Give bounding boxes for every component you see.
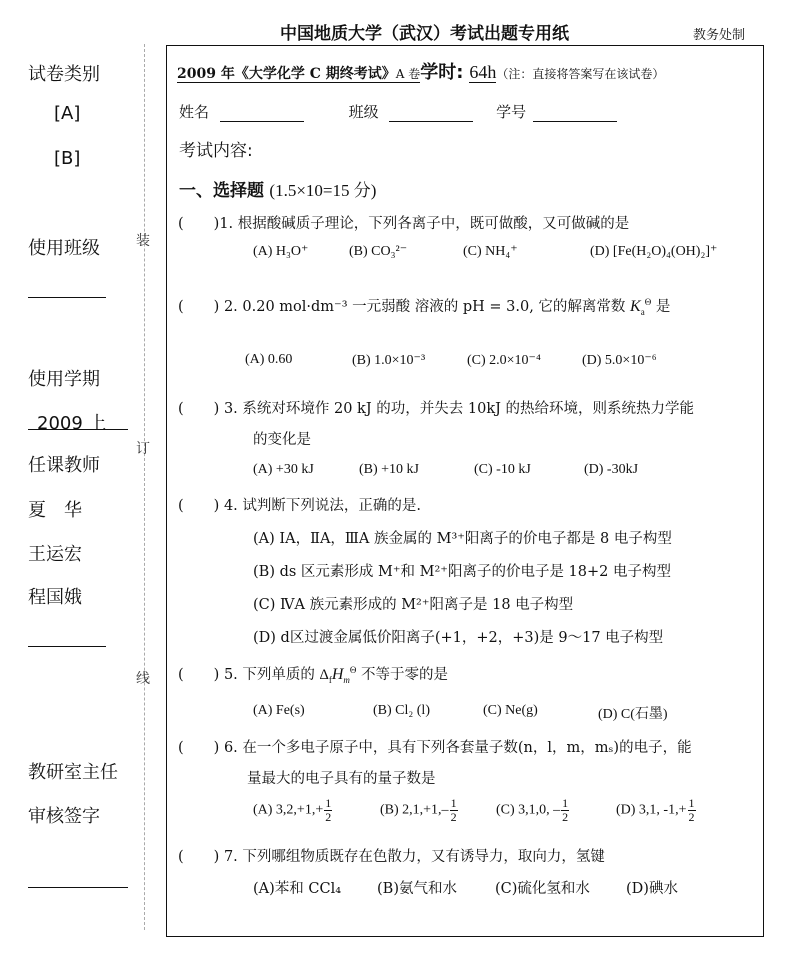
term-underline	[28, 429, 128, 430]
q5-option-c: (C) Ne(g)	[483, 703, 538, 718]
q7-text: 下列哪组物质既存在色散力，又有诱导力，取向力，氢键	[242, 849, 605, 865]
q2-option-b: (B) 1.0×10⁻³	[352, 353, 426, 368]
teacher-label: 任课教师	[28, 455, 100, 476]
q6-text: 在一个多电子原子中，具有下列各套量子数(n，l，m，mₛ)的电子，能	[242, 740, 692, 756]
q4-text: 试判断下列说法，正确的是.	[242, 498, 421, 514]
q5-text-end: 不等于零的是	[361, 667, 448, 683]
teacher-name-3: 程国娥	[28, 587, 82, 608]
answer-paren[interactable]: (	[178, 498, 184, 514]
name-field[interactable]	[220, 107, 304, 122]
q2-text: 0.20 mol·dm⁻³ 一元弱酸 溶液的 pH = 3.0, 它的解离常数	[242, 299, 626, 315]
page-title: 中国地质大学（武汉）考试出题专用纸	[280, 24, 569, 44]
fraction-numerator: 1	[325, 796, 332, 810]
fraction-half	[324, 797, 332, 824]
delta-symbol: Δ	[319, 667, 329, 683]
student-class-field[interactable]	[389, 107, 473, 122]
q6-number: ) 6.	[213, 740, 238, 756]
fraction-numerator: 1	[688, 796, 695, 810]
q7-number: ) 7.	[213, 849, 238, 865]
q6-option-c	[496, 797, 570, 824]
fraction-numerator: 1	[450, 796, 457, 810]
q2-text-end: 是	[655, 299, 671, 315]
q3-option-d: (D) -30kJ	[584, 462, 639, 477]
ka-symbol: K	[630, 298, 641, 315]
issuing-office: 教务处制	[693, 28, 746, 43]
q1-option-a: (A) H₃O⁺	[253, 244, 309, 259]
q4-option-a: (A) ⅠA，ⅡA，ⅢA 族金属的 M³⁺阳离子的价电子都是 8 电子构型	[253, 531, 672, 547]
q2-option-c: (C) 2.0×10⁻⁴	[467, 353, 541, 368]
q4-option-d: (D) d区过渡金属低价阳离子(+1，+2，+3)是 9～17 电子构型	[253, 630, 664, 646]
exam-heading-underlined	[177, 66, 420, 83]
q7-option-a: (A)苯和 CCl₄	[253, 881, 342, 897]
q6-option-d-text: (D) 3,1, -1,+	[616, 802, 687, 818]
binding-char-1: 装	[136, 233, 150, 249]
q1-number: )1.	[213, 216, 234, 232]
q6-option-b	[380, 797, 459, 824]
answer-paren[interactable]: (	[178, 667, 184, 683]
q3-number: ) 3.	[213, 401, 238, 417]
section-heading	[179, 176, 376, 201]
student-id-field[interactable]	[533, 107, 617, 122]
director-label: 教研室主任	[28, 762, 118, 783]
answer-paren[interactable]: (	[178, 401, 184, 417]
content-label: 考试内容:	[179, 141, 253, 161]
class-label: 使用班级	[28, 238, 100, 259]
q1-option-c: (C) NH₄⁺	[463, 244, 518, 259]
paper-type-label: 试卷类别	[28, 64, 100, 85]
q5-number: ) 5.	[213, 667, 238, 683]
section-title: 一、选择题	[179, 181, 264, 201]
q1-option-b: (B) CO₃²⁻	[349, 244, 408, 259]
q2-number: ) 2.	[213, 299, 238, 315]
class-blank	[28, 297, 106, 298]
q5-option-b: (B) Cl₂ (l)	[373, 703, 430, 718]
q2-option-a: (A) 0.60	[245, 352, 293, 367]
fraction-denominator: 2	[688, 810, 695, 824]
exam-heading	[177, 58, 664, 84]
q4-option-c: (C) ⅣA 族元素形成的 M²⁺阳离子是 18 电子构型	[253, 597, 574, 613]
teacher-name-2: 王运宏	[28, 544, 82, 565]
binding-line	[144, 44, 145, 930]
q6-text-line-2: 量最大的电子具有的量子数是	[247, 771, 436, 787]
question-2	[178, 295, 670, 317]
q1-text: 根据酸碱质子理论，下列各离子中，既可做酸，又可做碱的是	[237, 216, 630, 232]
ka-standard: Θ	[644, 297, 652, 308]
q4-option-b: (B) ds 区元素形成 M⁺和 M²⁺阳离子的价电子是 18+2 电子构型	[253, 564, 671, 580]
fraction-denominator: 2	[450, 810, 457, 824]
paper-type-option-b: [B]	[54, 148, 81, 169]
binding-char-2: 订	[136, 441, 150, 457]
student-class-label: 班级	[348, 103, 379, 121]
review-sign-label: 审核签字	[28, 806, 100, 827]
answer-paren[interactable]: (	[178, 299, 184, 315]
q3-text-line-2: 的变化是	[253, 432, 311, 448]
q4-number: ) 4.	[213, 498, 238, 514]
q1-option-d: (D) [Fe(H₂O)₄(OH)₂]⁺	[590, 244, 718, 259]
question-1	[178, 212, 629, 233]
question-3	[178, 397, 694, 418]
q3-option-c: (C) -10 kJ	[474, 462, 531, 477]
q5-option-a: (A) Fe(s)	[253, 703, 305, 718]
section-score: (1.5×10=15 分)	[269, 181, 377, 200]
term-value: 2009 上	[37, 413, 107, 434]
teacher-name-1: 夏 华	[28, 500, 82, 521]
q3-option-a: (A) +30 kJ	[253, 462, 314, 477]
q7-option-b: (B)氨气和水	[377, 881, 457, 897]
hours-value: 64h	[469, 62, 497, 82]
exam-course: 《大学化学 C 期终考试》	[234, 66, 396, 82]
q6-option-b-text: (B) 2,1,+1,–	[380, 802, 449, 818]
enthalpy-standard: Θ	[349, 665, 357, 676]
signature-line	[28, 887, 128, 888]
answer-paren[interactable]: (	[178, 216, 184, 232]
question-6	[178, 736, 692, 757]
q7-option-d: (D)碘水	[626, 881, 678, 897]
term-label: 使用学期	[28, 369, 100, 390]
fraction-half	[561, 797, 569, 824]
question-7	[178, 845, 605, 866]
question-5	[178, 663, 448, 685]
fraction-half	[450, 797, 458, 824]
question-4	[178, 494, 421, 515]
delta-subscript: f	[328, 674, 332, 685]
answer-paren[interactable]: (	[178, 740, 184, 756]
enthalpy-symbol: H	[331, 666, 344, 683]
q5-option-d: (D) C(石墨)	[598, 707, 668, 722]
exam-note: （注：直接将答案写在该试卷）	[496, 67, 665, 81]
q5-text: 下列单质的	[242, 667, 315, 683]
q2-option-d: (D) 5.0×10⁻⁶	[582, 353, 657, 368]
student-info-row	[179, 101, 617, 122]
q7-option-c: (C)硫化氢和水	[495, 881, 590, 897]
enthalpy-subscript: m	[343, 674, 350, 685]
fraction-half	[688, 797, 696, 824]
q6-option-d	[616, 797, 697, 824]
exam-paper: A 卷	[395, 67, 421, 81]
q6-option-a-text: (A) 3,2,+1,+	[253, 802, 324, 818]
paper-type-option-a: [A]	[54, 103, 81, 124]
student-id-label: 学号	[496, 103, 527, 121]
fraction-denominator: 2	[562, 810, 569, 824]
q3-text: 系统对环境作 20 kJ 的功，并失去 10kJ 的热给环境，则系统热力学能	[242, 401, 695, 417]
q3-option-b: (B) +10 kJ	[359, 462, 420, 477]
exam-year: 2009 年	[177, 66, 235, 82]
hours-label: 学时:	[420, 62, 464, 83]
fraction-numerator: 1	[562, 796, 569, 810]
fraction-denominator: 2	[325, 810, 332, 824]
q6-option-c-text: (C) 3,1,0, –	[496, 802, 561, 818]
binding-char-3: 线	[136, 671, 150, 687]
ka-subscript: a	[640, 306, 645, 317]
teacher-blank	[28, 646, 106, 647]
name-label: 姓名	[179, 103, 210, 121]
q6-option-a	[253, 797, 333, 824]
answer-paren[interactable]: (	[178, 849, 184, 865]
